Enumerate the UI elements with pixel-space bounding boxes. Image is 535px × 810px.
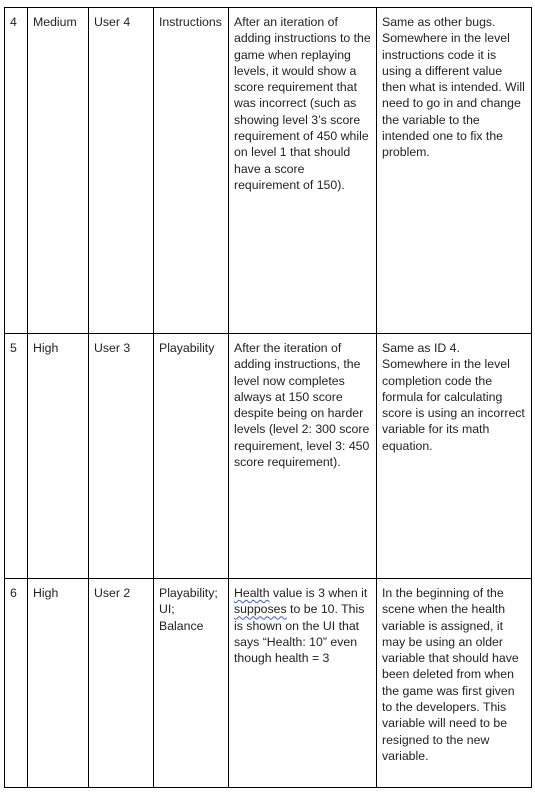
fix-cell: Same as other bugs. Somewhere in the level instructions code it is using a different value then what is intended. Will need to go in and change the variable to the intended one to fix the problem. <box>377 8 532 334</box>
category-label: Playability; <box>159 586 218 600</box>
description-cell: After an iteration of adding instructions to the game when replaying levels, it would show a score requirement that was incorrect (such as showing level 3’s score requirement of 450 while on level 1 that should have a score requirement of 150). <box>229 8 377 334</box>
severity-cell: Medium <box>28 8 89 334</box>
description-cell <box>229 579 377 788</box>
user-cell: User 4 <box>89 8 154 334</box>
id-cell: 6 <box>5 579 28 788</box>
fix-cell: In the beginning of the scene when the health variable is assigned, it may be using an older variable that should have been deleted from when the game was first given to the developers. This variable will need to be resigned to the new variable. <box>377 579 532 788</box>
id-cell: 5 <box>5 334 28 579</box>
category-cell <box>154 334 229 579</box>
category-label: Playability <box>159 341 215 355</box>
table-row <box>5 334 532 579</box>
category-label: Balance <box>159 618 204 633</box>
severity-cell: High <box>28 334 89 579</box>
table-row <box>5 579 532 788</box>
user-cell: User 3 <box>89 334 154 579</box>
category-label: UI; <box>159 602 175 617</box>
bug-report-table <box>4 7 532 788</box>
table-row <box>5 8 532 334</box>
category-label: Instructions <box>159 15 222 29</box>
severity-cell: High <box>28 579 89 788</box>
description-text: value is 3 when it <box>269 586 368 600</box>
category-cell <box>154 579 229 788</box>
category-cell <box>154 8 229 334</box>
user-cell: User 2 <box>89 579 154 788</box>
description-cell: After the iteration of adding instructions, the level now completes always at 150 score despite being on harder levels (level 2: 300 score requirement, level 3: 450 score requirement). <box>229 334 377 579</box>
spellcheck-flagged-word: supposes <box>234 602 287 617</box>
fix-cell: Same as ID 4. Somewhere in the level completion code the formula for calculating score is using an incorrect variable for its math equation. <box>377 334 532 579</box>
description-text: to be 10. This is shown on the UI that says “Health: 10” even though health = 3 <box>234 602 365 666</box>
id-cell: 4 <box>5 8 28 334</box>
spellcheck-flagged-word: Health <box>234 586 270 600</box>
